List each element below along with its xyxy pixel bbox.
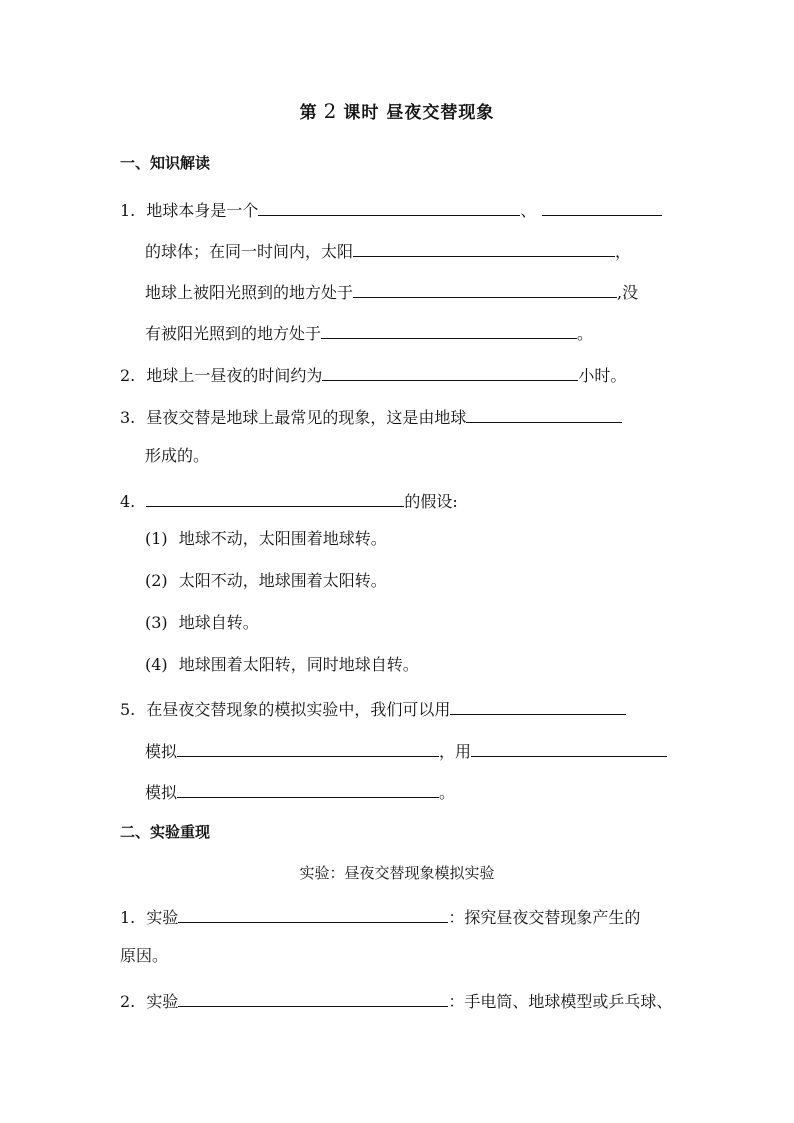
- hypothesis-text: 地球围着太阳转，同时地球自转。: [178, 655, 419, 674]
- q2-text-a: 地球上一昼夜的时间约为: [146, 366, 323, 385]
- q1-text-f: ,没: [617, 283, 639, 302]
- section-heading-knowledge: 一、知识解读: [120, 154, 211, 172]
- q1-text-a: 地球本身是一个: [146, 201, 259, 220]
- q4-text-a: 的假设:: [404, 492, 458, 511]
- answer-blank[interactable]: [353, 238, 615, 257]
- q5-line-3: [145, 779, 455, 804]
- q1-text-b: 、: [520, 201, 537, 220]
- hypothesis-number: (3): [145, 613, 168, 632]
- section-heading-experiment: 二、实验重现: [120, 823, 211, 841]
- hypothesis-item: [145, 612, 259, 634]
- q5-number: 5.: [120, 700, 136, 719]
- q4-number: 4.: [120, 492, 136, 511]
- q2-number: 2.: [120, 366, 136, 385]
- q1-text-e: 地球上被阳光照到的地方处于: [145, 283, 354, 302]
- e1-text-a: 实验: [146, 908, 179, 927]
- q5-text-e: 。: [439, 783, 456, 802]
- q5-text-c: ，用: [439, 742, 472, 761]
- hypothesis-text: 地球不动，太阳围着地球转。: [178, 529, 387, 548]
- e1-text-c: 原因。: [120, 946, 169, 965]
- e2-line-1: [120, 988, 672, 1013]
- q1-text-c: 的球体；在同一时间内，太阳: [145, 242, 354, 261]
- answer-blank[interactable]: [146, 488, 404, 507]
- e1-line-1: [120, 904, 640, 929]
- answer-blank[interactable]: [178, 904, 448, 923]
- e2-text-b: ：手电筒、地球模型或乒乓球、: [448, 992, 673, 1011]
- hypothesis-number: (2): [145, 571, 168, 590]
- q3-line-2: [145, 445, 209, 467]
- q3-number: 3.: [120, 408, 136, 427]
- e1-text-b: ：探究昼夜交替现象产生的: [448, 908, 641, 927]
- q1-line-2: [145, 238, 631, 263]
- q1-line-3: [145, 279, 638, 304]
- q4-line: [120, 488, 458, 513]
- q5-text-a: 在昼夜交替现象的模拟实验中，我们可以用: [146, 700, 451, 719]
- answer-blank[interactable]: [450, 696, 626, 715]
- answer-blank[interactable]: [471, 738, 667, 757]
- answer-blank[interactable]: [542, 197, 662, 216]
- q3-line-1: [120, 404, 622, 429]
- q3-text-b: 形成的。: [145, 446, 210, 465]
- title-suffix: 课时 昼夜交替现象: [343, 103, 495, 123]
- q3-text-a: 昼夜交替是地球上最常见的现象，这是由地球: [146, 408, 467, 427]
- q5-line-1: [120, 696, 626, 721]
- q5-text-d: 模拟: [145, 783, 178, 802]
- title-prefix: 第: [299, 103, 318, 123]
- q2-line: [120, 362, 626, 387]
- title-number: 2: [323, 99, 338, 123]
- q1-text-d: ，: [615, 242, 632, 261]
- e1-number: 1.: [120, 908, 136, 927]
- q1-text-h: 。: [577, 324, 594, 343]
- hypothesis-item: [145, 528, 387, 550]
- answer-blank[interactable]: [353, 279, 617, 298]
- q1-line-4: [145, 320, 593, 345]
- e2-number: 2.: [120, 992, 136, 1011]
- answer-blank[interactable]: [466, 404, 622, 423]
- hypothesis-item: [145, 570, 387, 592]
- answer-blank[interactable]: [322, 362, 578, 381]
- hypothesis-text: 太阳不动，地球围着太阳转。: [178, 571, 387, 590]
- answer-blank[interactable]: [321, 320, 577, 339]
- page-title: [0, 100, 794, 124]
- q1-text-g: 有被阳光照到的地方处于: [145, 324, 322, 343]
- e1-line-2: [120, 945, 168, 967]
- answer-blank[interactable]: [177, 779, 439, 798]
- q5-line-2: [145, 738, 667, 763]
- answer-blank[interactable]: [177, 738, 439, 757]
- hypothesis-item: [145, 654, 419, 676]
- q2-text-b: 小时。: [578, 366, 627, 385]
- q1-number: 1.: [120, 201, 136, 220]
- hypothesis-number: (4): [145, 655, 168, 674]
- hypothesis-text: 地球自转。: [178, 613, 259, 632]
- e2-text-a: 实验: [146, 992, 179, 1011]
- q1-line-1: [120, 197, 662, 222]
- answer-blank[interactable]: [178, 988, 448, 1007]
- q5-text-b: 模拟: [145, 742, 178, 761]
- experiment-title: 实验：昼夜交替现象模拟实验: [299, 864, 495, 882]
- hypothesis-number: (1): [145, 529, 168, 548]
- answer-blank[interactable]: [258, 197, 520, 216]
